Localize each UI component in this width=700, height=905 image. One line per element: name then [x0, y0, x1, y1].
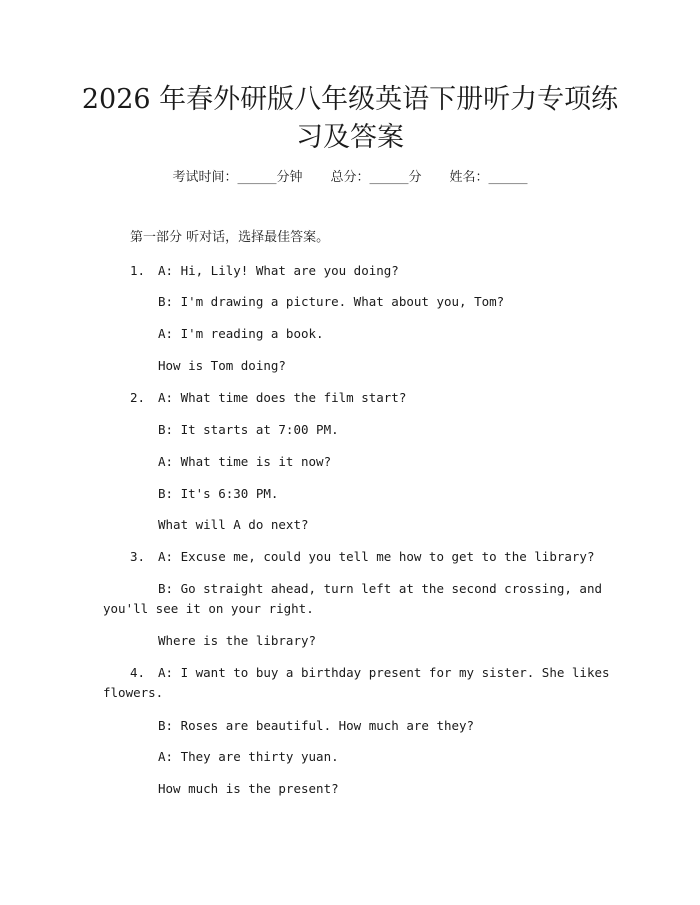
dialogue-line: A: Hi, Lily! What are you doing? — [158, 263, 399, 278]
dialogue-line: A: What time is it now? — [158, 454, 332, 469]
question-text: Where is the library? — [158, 633, 317, 648]
dialogue-line: A: I want to buy a birthday present for my sister. She likes — [158, 665, 610, 680]
question-number: 3. — [130, 549, 146, 564]
dialogue-line-continued: you'll see it on your right. — [103, 601, 314, 616]
document-title-line-1: 2026 年春外研版八年级英语下册听力专项练 — [81, 84, 619, 115]
question-text: What will A do next? — [158, 517, 309, 532]
question-number: 1. — [130, 263, 146, 278]
question-number: 4. — [130, 665, 146, 680]
question-text: How is Tom doing? — [158, 358, 286, 373]
dialogue-line: B: Roses are beautiful. How much are they? — [158, 718, 475, 733]
document-title-line-2: 习及答案 — [296, 122, 404, 153]
exam-time: 考试时间：______分钟 — [172, 170, 303, 185]
dialogue-line: B: Go straight ahead, turn left at the second crossing, and — [158, 581, 603, 596]
dialogue-line-continued: flowers. — [103, 685, 164, 700]
dialogue-line: B: I'm drawing a picture. What about you, Tom? — [158, 294, 505, 309]
question-text: How much is the present? — [158, 781, 339, 796]
dialogue-line: B: It's 6:30 PM. — [158, 486, 279, 501]
question-number: 2. — [130, 390, 146, 405]
dialogue-line: A: I'm reading a book. — [158, 326, 324, 341]
exam-total-score: 总分：______分 — [330, 170, 422, 185]
dialogue-line: A: They are thirty yuan. — [158, 749, 339, 764]
exam-info — [0, 168, 700, 188]
dialogue-line: A: What time does the film start? — [158, 390, 407, 405]
exam-name: 姓名：______ — [449, 170, 528, 185]
dialogue-line: A: Excuse me, could you tell me how to get to the library? — [158, 549, 595, 564]
section-heading: 第一部分 听对话，选择最佳答案。 — [130, 230, 330, 245]
dialogue-line: B: It starts at 7:00 PM. — [158, 422, 339, 437]
